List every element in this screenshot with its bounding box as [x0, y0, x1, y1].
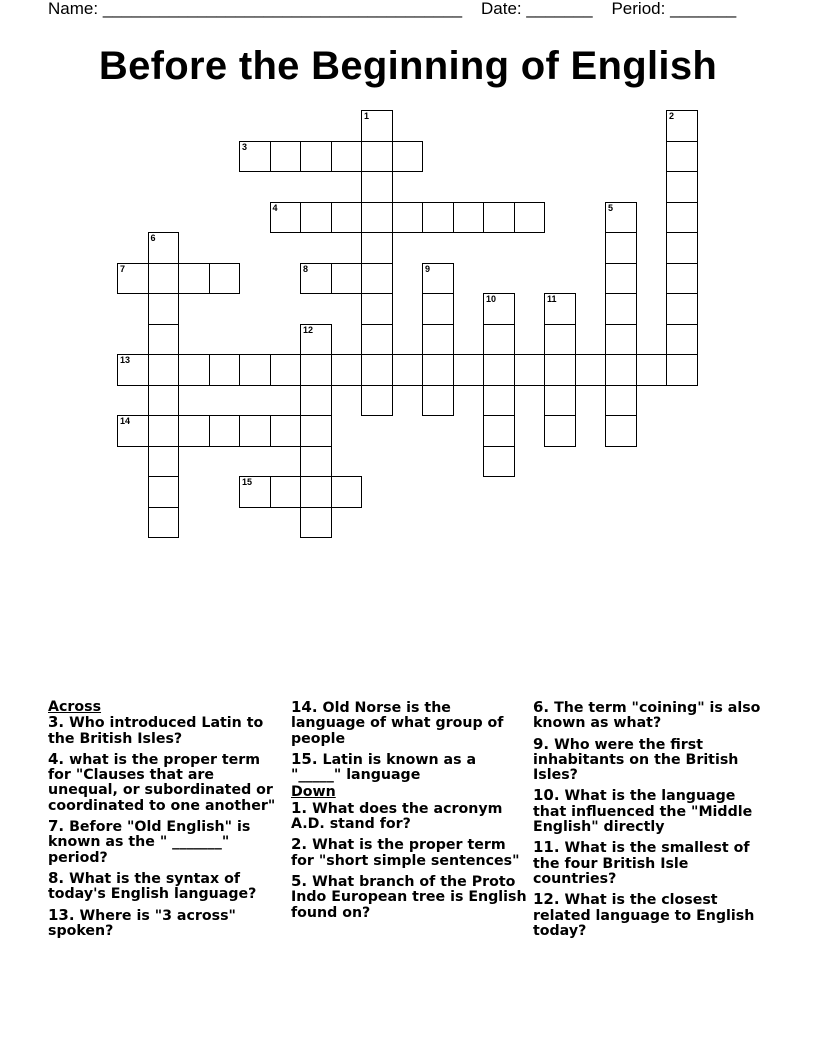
- grid-cell[interactable]: [422, 324, 454, 356]
- clue-text: What branch of the Proto Indo European tree is English found on?: [291, 873, 527, 921]
- grid-cell[interactable]: [270, 415, 302, 447]
- clue-text: What is the language that influenced the "Middle English" directly: [533, 788, 753, 836]
- grid-cell[interactable]: [453, 202, 485, 234]
- grid-cell[interactable]: [666, 171, 698, 203]
- name-blank[interactable]: ______________________________________: [102, 0, 463, 18]
- clue-column-1: [48, 700, 284, 944]
- clue-down-9: [533, 734, 773, 784]
- grid-cell[interactable]: [392, 141, 424, 173]
- grid-cell[interactable]: [422, 354, 454, 386]
- grid-cell[interactable]: [666, 293, 698, 325]
- grid-cell[interactable]: [422, 293, 454, 325]
- grid-cell[interactable]: [148, 324, 180, 356]
- grid-cell[interactable]: [483, 293, 515, 325]
- name-label: Name:: [48, 0, 99, 18]
- grid-cell[interactable]: [361, 141, 393, 173]
- grid-clue-number: 13: [120, 355, 131, 365]
- grid-cell[interactable]: [270, 476, 302, 508]
- grid-cell[interactable]: [361, 385, 393, 417]
- grid-cell[interactable]: [239, 476, 271, 508]
- grid-cell[interactable]: [270, 202, 302, 234]
- clue-number: 2.: [291, 835, 308, 854]
- grid-cell[interactable]: [178, 263, 210, 295]
- grid-cell[interactable]: [605, 293, 637, 325]
- clue-number: 1.: [291, 798, 308, 817]
- grid-cell[interactable]: [361, 232, 393, 264]
- grid-cell[interactable]: [239, 354, 271, 386]
- grid-cell[interactable]: [666, 324, 698, 356]
- grid-cell[interactable]: [361, 263, 393, 295]
- grid-cell[interactable]: [148, 293, 180, 325]
- clue-across-13: [48, 905, 284, 940]
- clue-across-14: [291, 700, 527, 747]
- grid-cell[interactable]: [605, 263, 637, 295]
- puzzle-title: Before the Beginning of English: [98, 44, 718, 88]
- across-heading: Across: [48, 699, 102, 715]
- grid-cell[interactable]: [666, 110, 698, 142]
- clue-text: Before "Old English" is known as the " _______" period?: [48, 819, 251, 866]
- grid-cell[interactable]: [331, 202, 363, 234]
- grid-cell[interactable]: [605, 415, 637, 447]
- down-heading: Down: [291, 784, 336, 801]
- grid-cell[interactable]: [544, 385, 576, 417]
- grid-clue-number: 11: [547, 294, 557, 304]
- grid-cell[interactable]: [178, 354, 210, 386]
- grid-cell[interactable]: [483, 324, 515, 356]
- grid-cell[interactable]: [148, 507, 180, 539]
- grid-cell[interactable]: [361, 110, 393, 142]
- clue-number: 8.: [48, 868, 65, 887]
- grid-cell[interactable]: [666, 232, 698, 264]
- grid-cell[interactable]: [514, 202, 546, 234]
- grid-cell[interactable]: [544, 415, 576, 447]
- grid-clue-number: 3: [242, 141, 248, 152]
- date-label: Date:: [481, 0, 522, 18]
- grid-cell[interactable]: [605, 354, 637, 386]
- clue-number: 10.: [533, 786, 560, 805]
- grid-cell[interactable]: [300, 141, 332, 173]
- grid-cell[interactable]: [178, 415, 210, 447]
- clue-text: Latin is known as a "_____" language: [291, 751, 477, 784]
- grid-clue-number: 9: [425, 263, 431, 274]
- grid-clue-number: 14: [120, 416, 131, 426]
- clue-number: 13.: [48, 905, 75, 924]
- grid-cell[interactable]: [148, 354, 180, 386]
- grid-cell[interactable]: [361, 171, 393, 203]
- grid-clue-number: 7: [120, 263, 126, 274]
- grid-cell[interactable]: [605, 324, 637, 356]
- period-label: Period:: [611, 0, 666, 18]
- clue-text: What does the acronym A.D. stand for?: [291, 800, 503, 833]
- clue-down-10: [533, 788, 773, 835]
- grid-cell[interactable]: [544, 324, 576, 356]
- clue-text: What is the proper term for "short simple sentences": [291, 837, 520, 869]
- clue-across-8: [48, 868, 284, 903]
- clue-number: 12.: [533, 890, 560, 909]
- clue-across-15: [291, 749, 527, 784]
- grid-cell[interactable]: [483, 446, 515, 478]
- clue-down-6: [533, 700, 773, 732]
- grid-cell[interactable]: [300, 202, 332, 234]
- clue-text: What is the smallest of the four British Isle countries?: [533, 840, 750, 887]
- grid-cell[interactable]: [300, 263, 332, 295]
- grid-cell[interactable]: [331, 263, 363, 295]
- grid-cell[interactable]: [666, 202, 698, 234]
- clue-number: 3.: [48, 713, 65, 732]
- grid-cell[interactable]: [483, 354, 515, 386]
- grid-cell[interactable]: [361, 202, 393, 234]
- grid-clue-number: 5: [608, 202, 614, 213]
- clue-number: 7.: [48, 817, 65, 836]
- clue-text: What is the closest related language to English today?: [533, 892, 755, 939]
- grid-cell[interactable]: [270, 354, 302, 386]
- date-blank[interactable]: _______: [526, 0, 593, 18]
- clue-across-3: [48, 715, 284, 747]
- grid-cell[interactable]: [666, 263, 698, 295]
- grid-cell[interactable]: [331, 476, 363, 508]
- clue-number: 4.: [48, 749, 65, 768]
- grid-cell[interactable]: [544, 354, 576, 386]
- grid-cell[interactable]: [148, 263, 180, 295]
- grid-cell[interactable]: [270, 141, 302, 173]
- clue-across-7: [48, 819, 284, 866]
- grid-cell[interactable]: [300, 385, 332, 417]
- clue-number: 5.: [291, 871, 308, 890]
- clue-text: Who introduced Latin to the British Isles?: [48, 715, 264, 747]
- clue-text: Who were the first inhabitants on the British Isles?: [533, 736, 739, 784]
- clue-column-3: [533, 700, 773, 944]
- grid-cell[interactable]: [300, 507, 332, 539]
- clue-down-11: [533, 840, 773, 887]
- clue-column-2: [291, 700, 527, 926]
- clue-across-4: [48, 749, 284, 814]
- grid-cell[interactable]: [422, 263, 454, 295]
- grid-clue-number: 15: [242, 477, 253, 487]
- grid-cell[interactable]: [300, 415, 332, 447]
- clue-text: What is the syntax of today's English language?: [48, 870, 257, 903]
- clue-number: 11.: [533, 838, 560, 857]
- grid-cell[interactable]: [300, 354, 332, 386]
- grid-cell[interactable]: [117, 263, 149, 295]
- grid-cell[interactable]: [361, 324, 393, 356]
- grid-cell[interactable]: [575, 354, 607, 386]
- grid-cell[interactable]: [666, 141, 698, 173]
- grid-clue-number: 10: [486, 294, 497, 304]
- grid-cell[interactable]: [605, 232, 637, 264]
- grid-cell[interactable]: [117, 415, 149, 447]
- clue-down-12: [533, 892, 773, 939]
- grid-cell[interactable]: [636, 354, 668, 386]
- grid-cell[interactable]: [422, 202, 454, 234]
- grid-cell[interactable]: [483, 385, 515, 417]
- grid-cell[interactable]: [361, 354, 393, 386]
- grid-cell[interactable]: [331, 354, 363, 386]
- grid-cell[interactable]: [514, 354, 546, 386]
- clue-number: 15.: [291, 749, 318, 768]
- grid-cell[interactable]: [300, 324, 332, 356]
- grid-cell[interactable]: [361, 293, 393, 325]
- grid-cell[interactable]: [331, 141, 363, 173]
- period-blank[interactable]: _______: [670, 0, 737, 18]
- clue-down-5: [291, 871, 527, 921]
- grid-cell[interactable]: [392, 354, 424, 386]
- grid-clue-number: 1: [364, 111, 370, 121]
- grid-cell[interactable]: [605, 202, 637, 234]
- clue-number: 9.: [533, 734, 550, 753]
- grid-cell[interactable]: [666, 354, 698, 386]
- grid-cell[interactable]: [544, 293, 576, 325]
- grid-cell[interactable]: [117, 354, 149, 386]
- grid-clue-number: 12: [303, 324, 314, 335]
- grid-cell[interactable]: [300, 446, 332, 478]
- clue-down-2: [291, 837, 527, 869]
- grid-cell[interactable]: [239, 141, 271, 173]
- grid-cell[interactable]: [483, 415, 515, 447]
- grid-cell[interactable]: [209, 354, 241, 386]
- grid-cell[interactable]: [483, 202, 515, 234]
- grid-cell[interactable]: [605, 385, 637, 417]
- clue-text: The term "coining" is also known as what?: [533, 700, 761, 732]
- clue-text: what is the proper term for "Clauses that are unequal, or subordinated or coordinated to one another": [48, 751, 276, 814]
- grid-cell[interactable]: [148, 385, 180, 417]
- clue-number: 14.: [291, 698, 318, 716]
- clue-down-1: [291, 798, 527, 833]
- grid-cell[interactable]: [453, 354, 485, 386]
- clue-text: Where is "3 across" spoken?: [48, 907, 236, 939]
- grid-cell[interactable]: [392, 202, 424, 234]
- grid-clue-number: 2: [669, 111, 675, 121]
- grid-cell[interactable]: [300, 476, 332, 508]
- grid-cell[interactable]: [239, 415, 271, 447]
- grid-cell[interactable]: [422, 385, 454, 417]
- clue-number: 6.: [533, 698, 550, 716]
- clue-text: Old Norse is the language of what group of people: [291, 700, 504, 747]
- grid-clue-number: 6: [150, 233, 156, 243]
- grid-cell[interactable]: [209, 415, 241, 447]
- grid-clue-number: 8: [303, 263, 309, 274]
- grid-clue-number: 4: [272, 202, 278, 213]
- grid-cell[interactable]: [148, 476, 180, 508]
- grid-cell[interactable]: [148, 415, 180, 447]
- grid-cell[interactable]: [148, 232, 180, 264]
- grid-cell[interactable]: [148, 446, 180, 478]
- grid-cell[interactable]: [209, 263, 241, 295]
